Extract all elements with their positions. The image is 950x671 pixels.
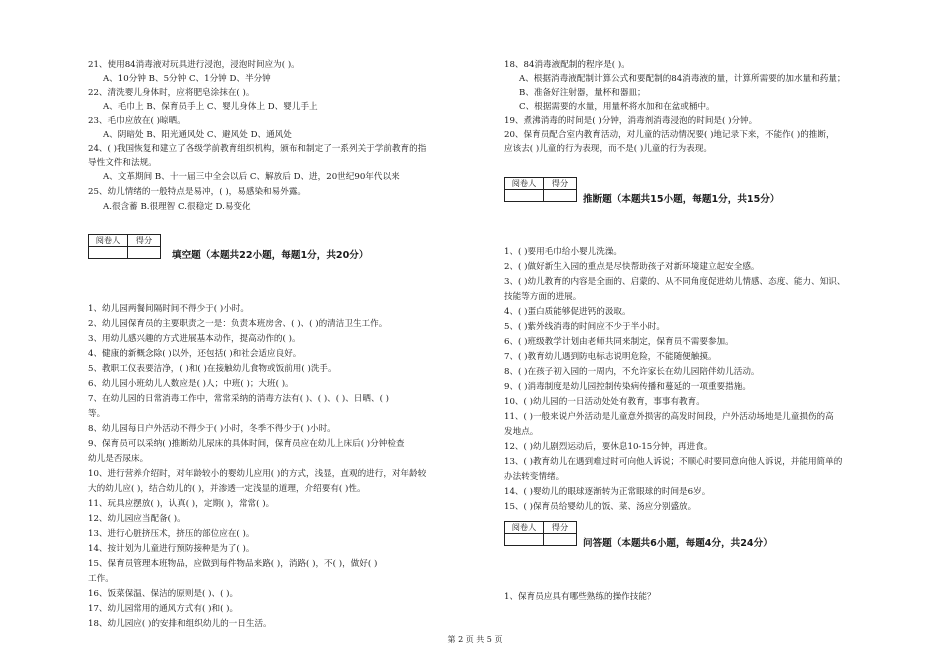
question-line: 25、幼儿情绪的一般特点是易冲，( )，易感染和易外露。 (88, 187, 307, 197)
option-line: A、10分钟 B、5分钟 C、1分钟 D、半分钟 (103, 74, 271, 84)
judge-line: 办法转变情绪。 (504, 472, 565, 482)
fill-line: 4、健康的新概念除( )以外，还包括( )和社会适应良好。 (88, 349, 302, 359)
score-cell[interactable] (544, 534, 577, 546)
fill-line: 工作。 (88, 574, 114, 584)
score-box (88, 234, 161, 259)
judge-line: 10、( )幼儿园的一日活动处处有教育，事事有教育。 (504, 397, 705, 407)
fill-line: 14、按计划为儿童进行预防接种是为了( )。 (88, 544, 255, 554)
question-line: 导性文件和法规。 (88, 158, 157, 168)
question-line: 应该去( )儿童的行为表现，而不是( )儿童的行为表现。 (504, 144, 712, 154)
judge-line: 12、( )幼儿剧烈运动后，要休息10-15分钟，再进食。 (504, 442, 713, 452)
section-title-judge: 推断题（本题共15小题，每题1分，共15分） (583, 194, 780, 205)
fill-line: 8、幼儿园每日户外活动不得少于( )小时，冬季不得少于( )小时。 (88, 424, 336, 434)
qa-line: 1、保育员应具有哪些熟练的操作技能？ (504, 592, 656, 602)
judge-line: 14、( )婴幼儿的眼球逐渐转为正常眼球的时间是6岁。 (504, 487, 711, 497)
section-title-fill: 填空题（本题共22小题，每题1分，共20分） (172, 250, 369, 261)
judge-line: 11、( )一般来说户外活动是儿童意外损害的高发时间段，户外活动场地是儿童损伤的高 (504, 412, 834, 422)
grader-label: 阅卷人 (89, 235, 128, 247)
option-line: B、准备好注射器，量杯和器皿； (519, 88, 646, 98)
fill-line: 13、进行心脏挤压术，挤压的部位应在( )。 (88, 529, 255, 539)
judge-line: 7、( )教育幼儿遇到防电标志说明危险，不能随便触摸。 (504, 352, 717, 362)
fill-line: 12、幼儿园应当配备( )。 (88, 514, 186, 524)
question-line: 22、清洗婴儿身体时，应将肥皂涂抹在( )。 (88, 88, 255, 98)
judge-line: 5、( )紫外线消毒的时间应不少于半小时。 (504, 322, 665, 332)
fill-line: 5、教职工仪表要洁净，( )和( )在接触幼儿食物或饭前用( )洗手。 (88, 364, 337, 374)
option-line: C、根据需要的水量，用量杯将水加和在盆或桶中。 (519, 102, 715, 112)
fill-line: 10、进行营养介绍时，对年龄较小的婴幼儿应用( )的方式，浅显，直观的进行，对年龄较 (88, 469, 427, 479)
judge-line: 3、( )幼儿教育的内容是全面的、启蒙的、从不同角度促进幼儿情感、态度、能力、知识、 (504, 277, 846, 287)
fill-line: 11、玩具应摆放( )，认真( )，定期( )，常常( )。 (88, 499, 275, 509)
question-line: 23、毛巾应放在( )晾晒。 (88, 116, 186, 126)
option-line: A.很含蓄 B.很理智 C.很稳定 D.易变化 (103, 202, 251, 212)
score-label: 得分 (544, 178, 577, 190)
fill-line: 3、用幼儿感兴趣的方式进展基本动作，提高动作的( )。 (88, 334, 301, 344)
score-cell[interactable] (544, 190, 577, 202)
fill-line: 6、幼儿园小班幼儿人数应是( )人；中班( )；大班( )。 (88, 379, 294, 389)
section-title-qa: 问答题（本题共6小题，每题4分，共24分） (583, 538, 773, 549)
question-line: 20、保育员配合室内教育活动，对儿童的活动情况要( )地记录下来，不能作( )的推断， (504, 130, 835, 140)
question-line: 21、使用84消毒液对玩具进行浸泡，浸泡时间应为( )。 (88, 60, 300, 70)
judge-line: 15、( )保育员给婴幼儿的饭、菜、汤应分别盛放。 (504, 502, 697, 512)
option-line: A、文革期间 B、十一届三中全会以后 C、解放后 D、进，20世纪90年代以来 (103, 172, 400, 182)
fill-line: 1、幼儿园两餐间隔时间不得少于( )小时。 (88, 304, 249, 314)
option-line: A、阴暗处 B、阳光通风处 C、避风处 D、通风处 (103, 130, 292, 140)
option-line: A、根据消毒液配制计算公式和要配制的84消毒液的量，计算所需要的加水量和药量； (519, 74, 846, 84)
option-line: A、毛巾上 B、保育员手上 C、婴儿身体上 D、婴儿手上 (103, 102, 318, 112)
judge-line: 2、( )做好新生入园的重点是尽快帮助孩子对新环境建立起安全感。 (504, 262, 760, 272)
score-label: 得分 (128, 235, 161, 247)
page-footer: 第 2 页 共 5 页 (447, 635, 503, 644)
question-line: 18、84消毒液配制的程序是( )。 (504, 60, 630, 70)
fill-line: 2、幼儿园保育员的主要职责之一是：负责本班房舍、( )、( )的清洁卫生工作。 (88, 319, 388, 329)
fill-line: 16、饭菜保温、保洁的原则是( )、( )。 (88, 589, 239, 599)
question-line: 24、( )我国恢复和建立了各级学前教育组织机构，颁布和制定了一系列关于学前教育的指 (88, 144, 427, 154)
fill-line: 大的幼儿应( )，结合幼儿的( )，并渗透一定浅显的道理，介绍要有( )性。 (88, 484, 366, 494)
judge-line: 13、( )教育幼儿在遇到难过时可向他人诉说；不顺心时要同意向他人诉说，并能用简单的 (504, 457, 843, 467)
grader-label: 阅卷人 (505, 522, 544, 534)
judge-line: 发地点。 (504, 427, 539, 437)
judge-line: 6、( )班级教学计划由老师共同来制定，保育员不需要参加。 (504, 337, 734, 347)
judge-line: 1、( )要用毛巾给小婴儿洗澡。 (504, 247, 623, 257)
grader-cell[interactable] (89, 247, 128, 259)
judge-line: 4、( )蛋白质能够促进钙的汲取。 (504, 307, 631, 317)
judge-line: 技能等方面的进展。 (504, 292, 582, 302)
score-box (504, 177, 577, 202)
question-line: 19、煮沸消毒的时间是( )分钟，消毒剂消毒浸泡的时间是( )分钟。 (504, 116, 758, 126)
fill-line: 等。 (88, 409, 106, 419)
score-label: 得分 (544, 522, 577, 534)
score-box (504, 521, 577, 546)
fill-line: 18、幼儿园应( )的安排和组织幼儿的一日生活。 (88, 619, 272, 629)
judge-line: 9、( )消毒制度是幼儿园控制传染病传播和蔓延的一项重要措施。 (504, 382, 751, 392)
fill-line: 15、保育员管理本班物品，应做到每件物品来路( )，消路( )，不( )，做好( ) (88, 559, 378, 569)
fill-line: 7、在幼儿园的日常消毒工作中，常常采纳的消毒方法有( )、( )、( )、日晒、( ) (88, 394, 390, 404)
fill-line: 9、保育员可以采纳( )推断幼儿尿床的具体时间，保育员应在幼儿上床后( )分钟检查 (88, 439, 405, 449)
grader-cell[interactable] (505, 190, 544, 202)
score-cell[interactable] (128, 247, 161, 259)
grader-label: 阅卷人 (505, 178, 544, 190)
fill-line: 17、幼儿园常用的通风方式有( )和( )。 (88, 604, 239, 614)
grader-cell[interactable] (505, 534, 544, 546)
judge-line: 8、( )在孩子初入园的一周内，不允许家长在幼儿园陪伴幼儿活动。 (504, 367, 760, 377)
fill-line: 幼儿是否尿床。 (88, 454, 149, 464)
